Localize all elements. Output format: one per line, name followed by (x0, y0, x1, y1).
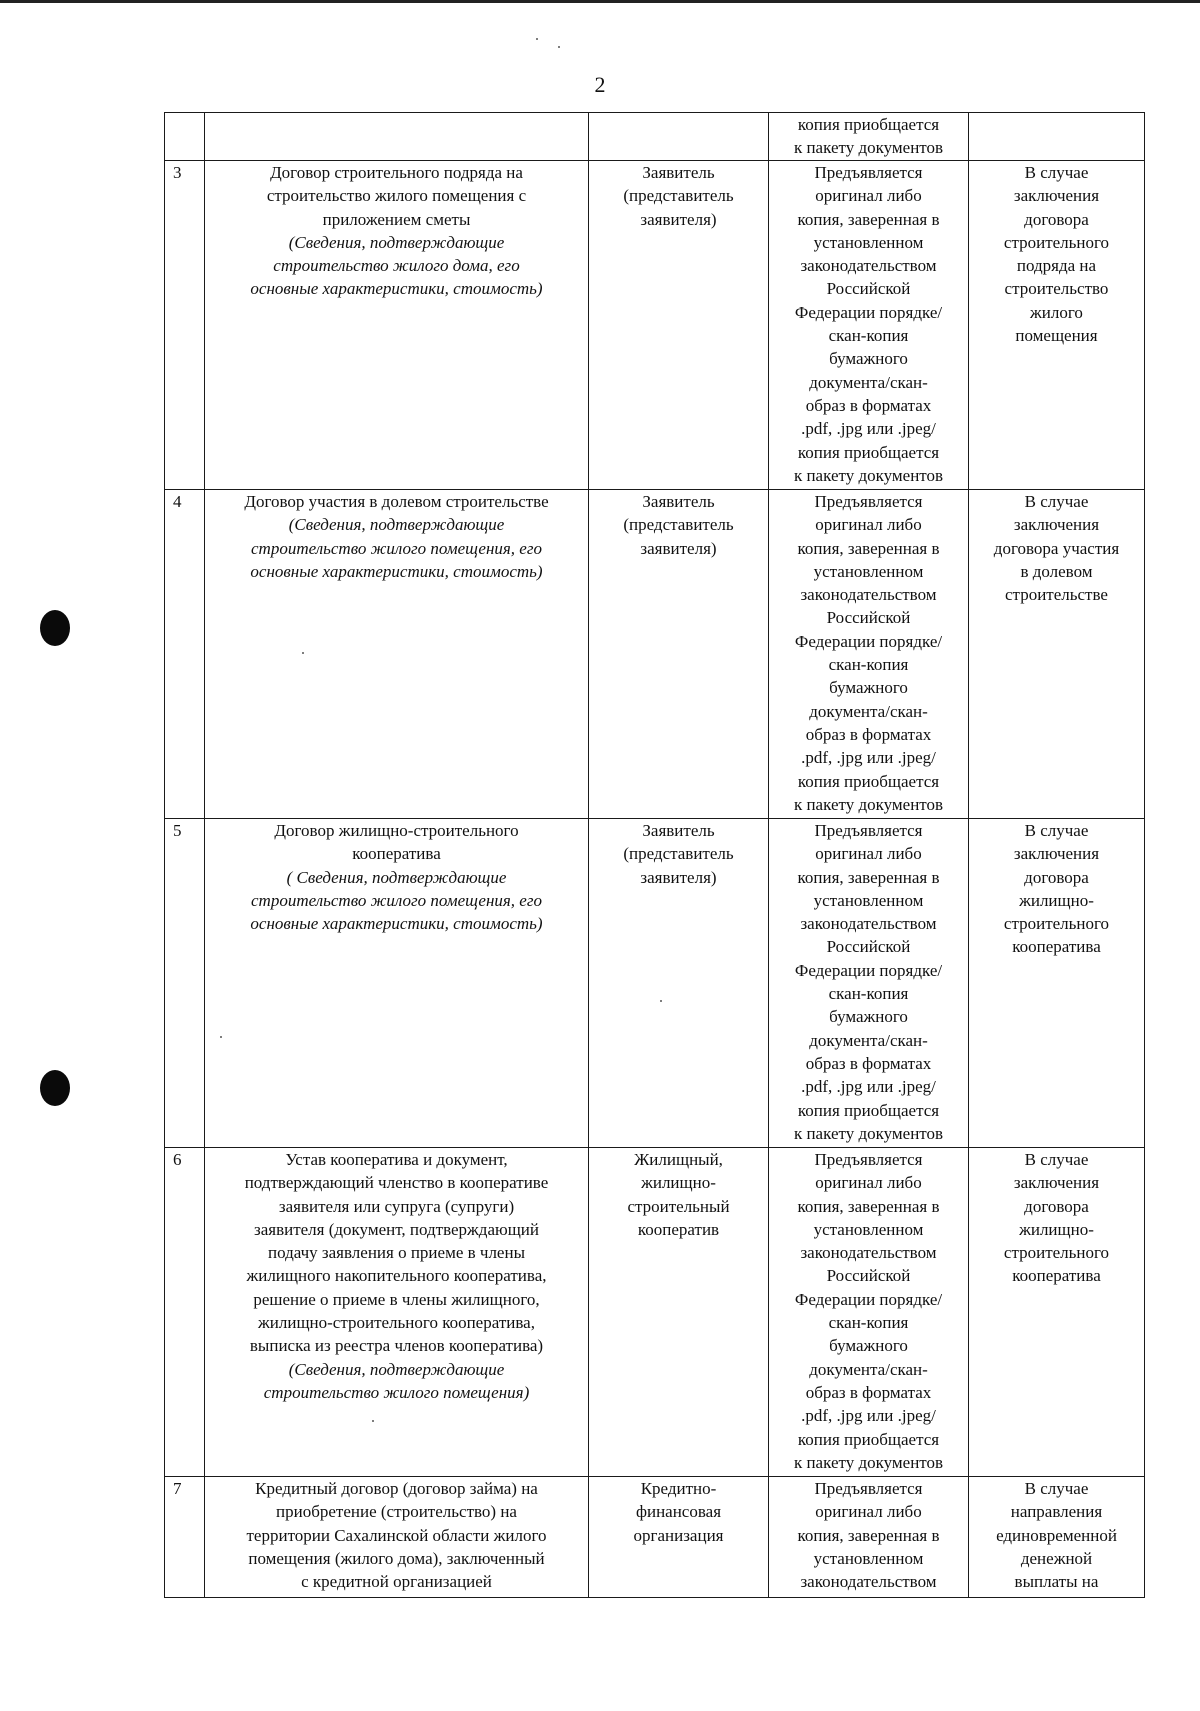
submitter-text: Заявитель (представитель заявителя) (623, 163, 734, 229)
binder-hole-mark (40, 1070, 70, 1106)
row-number-cell (165, 1477, 205, 1598)
submitter-cell (589, 819, 769, 1148)
row-number: 6 (173, 1150, 182, 1169)
submission-form-text: копия приобщается к пакету документов (793, 115, 944, 158)
table-row (165, 819, 1145, 1148)
scan-speck (536, 38, 538, 40)
submission-form-cell (769, 1148, 969, 1477)
page-number: 2 (594, 72, 606, 97)
condition-cell (969, 161, 1145, 490)
document-cell (205, 490, 589, 819)
row-number-cell (165, 490, 205, 819)
row-number: 3 (173, 163, 182, 182)
row-number: 5 (173, 821, 182, 840)
submitter-cell (589, 490, 769, 819)
condition-text: В случае направления единовременной денежной выплаты на (996, 1479, 1117, 1592)
document-cell (205, 161, 589, 490)
document-cell (205, 1148, 589, 1477)
submission-form-cell (769, 490, 969, 819)
submission-form-text: Предъявляется оригинал либо копия, заверенная в установленном законодательством Российской Федерации порядке/ скан-копия бумажного документа/скан- образ в форматах .pdf, .jpg или .jpeg/ копия приобщается к пакету документов (793, 821, 944, 1143)
submitter-text: Заявитель (представитель заявителя) (623, 821, 734, 887)
document-cell (205, 819, 589, 1148)
condition-cell (969, 819, 1145, 1148)
condition-cell (969, 1148, 1145, 1477)
table-row (165, 161, 1145, 490)
top-border-line (0, 0, 1200, 3)
scan-speck (558, 46, 560, 48)
submission-form-text: Предъявляется оригинал либо копия, заверенная в установленном законодательством Российской Федерации порядке/ скан-копия бумажного документа/скан- образ в форматах .pdf, .jpg или .jpeg/ копия приобщается к пакету документов (793, 163, 944, 485)
submitter-cell (589, 1477, 769, 1598)
submission-form-text: Предъявляется оригинал либо копия, заверенная в установленном законодательством (797, 1479, 940, 1592)
submitter-cell (589, 113, 769, 161)
document-cell (205, 113, 589, 161)
submission-form-cell (769, 161, 969, 490)
submission-form-text: Предъявляется оригинал либо копия, заверенная в установленном законодательством Российской Федерации порядке/ скан-копия бумажного документа/скан- образ в форматах .pdf, .jpg или .jpeg/ копия приобщается к пакету документов (793, 492, 944, 814)
condition-text: В случае заключения договора участия в долевом строительстве (993, 492, 1120, 605)
submission-form-text: Предъявляется оригинал либо копия, заверенная в установленном законодательством Российской Федерации порядке/ скан-копия бумажного документа/скан- образ в форматах .pdf, .jpg или .jpeg/ копия приобщается к пакету документов (793, 1150, 944, 1472)
document-name: Договор участия в долевом строительстве (244, 492, 549, 511)
document-cell (205, 1477, 589, 1598)
submitter-text: Жилищный, жилищно- строительный кооператив (627, 1150, 730, 1239)
document-name: Устав кооператива и документ, подтверждающий членство в кооперативе заявителя или супруга (супруги) заявителя (документ, подтверждающий подачу заявления о приеме в члены жилищного накопительного кооператива, решение о приеме в члены жилищного, жилищно-строительного кооператива, выписка из реестра членов кооператива) (244, 1150, 549, 1356)
submission-form-cell (769, 113, 969, 161)
row-number-cell (165, 1148, 205, 1477)
submitter-text: Кредитно- финансовая организация (633, 1479, 724, 1545)
table-row (165, 1148, 1145, 1477)
document-info: (Сведения, подтверждающие строительство жилого помещения) (263, 1359, 530, 1402)
submitter-cell (589, 161, 769, 490)
table-row (165, 113, 1145, 161)
documents-table (164, 112, 1145, 1598)
document-info: ( Сведения, подтверждающие строительство жилого помещения, его основные характеристики, стоимость) (250, 867, 543, 934)
row-number: 7 (173, 1479, 182, 1498)
document-info: (Сведения, подтверждающие строительство жилого дома, его основные характеристики, стоимость) (250, 232, 543, 299)
condition-cell (969, 113, 1145, 161)
document-name: Договор строительного подряда на строительство жилого помещения с приложением сметы (266, 163, 527, 229)
condition-text: В случае заключения договора строительного подряда на строительство жилого помещения (1003, 163, 1110, 346)
submission-form-cell (769, 819, 969, 1148)
document-name: Кредитный договор (договор займа) на приобретение (строительство) на территории Сахалинской области жилого помещения (жилого дома), заключенный с кредитной организацией (246, 1479, 547, 1592)
submitter-text: Заявитель (представитель заявителя) (623, 492, 734, 558)
condition-text: В случае заключения договора жилищно- строительного кооператива (1003, 1150, 1110, 1286)
table-row (165, 1477, 1145, 1598)
row-number-cell (165, 819, 205, 1148)
binder-hole-mark (40, 610, 70, 646)
document-name: Договор жилищно-строительного кооператива (274, 821, 519, 864)
submission-form-cell (769, 1477, 969, 1598)
row-number-cell (165, 113, 205, 161)
submitter-cell (589, 1148, 769, 1477)
condition-cell (969, 1477, 1145, 1598)
document-info: (Сведения, подтверждающие строительство жилого помещения, его основные характеристики, стоимость) (250, 515, 543, 581)
row-number: 4 (173, 492, 182, 511)
condition-cell (969, 490, 1145, 819)
table-row (165, 490, 1145, 819)
row-number-cell (165, 161, 205, 490)
condition-text: В случае заключения договора жилищно- строительного кооператива (1003, 821, 1110, 957)
